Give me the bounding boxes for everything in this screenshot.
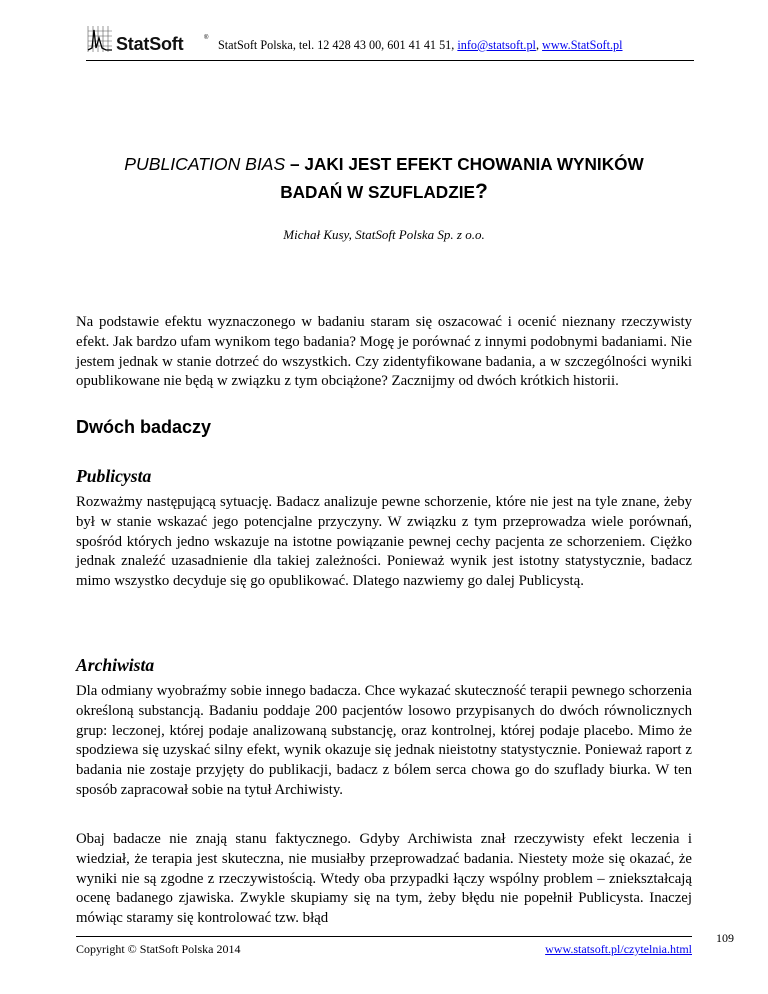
title-question-mark: ?	[474, 180, 488, 203]
email-link[interactable]: info@statsoft.pl	[457, 38, 536, 52]
footer-divider	[76, 936, 692, 937]
footer-link[interactable]: www.statsoft.pl/czytelnia.html	[545, 942, 692, 956]
intro-paragraph	[76, 313, 692, 392]
subsection-heading-publicysta: Publicysta	[76, 466, 152, 486]
contact-text: StatSoft Polska, tel. 12 428 43 00, 601 41 41 51,	[218, 38, 458, 52]
publicysta-text: Rozważmy następującą sytuację. Badacz analizuje pewne schorzenie, które nie jest na tyle znane, żeby był w stanie wskazać jego potencjalne przyczyny. W związku z tym przeprowadza wiele porównań, spośród których jedno wskazuje na istotne powiązanie pewnej cechy pacjenta ze schorzeniem. Ciężko jednak znaleźć uzasadnienie dla takiej zależności. Ponieważ wynik jest istotny statystycznie, badacz mimo wszystko decyduje się go opublikować. Dlatego nazwiemy go dalej Publicystą.	[76, 494, 692, 590]
header-divider	[86, 60, 694, 61]
archiwista-paragraph	[76, 682, 692, 801]
website-link[interactable]: www.StatSoft.pl	[542, 38, 623, 52]
archiwista-text: Dla odmiany wyobraźmy sobie innego badacza. Chce wykazać skuteczność terapii pewnego schorzenia określoną substancją. Badaniu poddaje 200 pacjentów losowo przypisanych do dwóch równolicznych grup: leczonej, której podaje analizowaną substancję, oraz kontrolnej, której podaje placebo. Mimo że spodziewa się uzyskać silny efekt, wynik okazuje się jednak nieistotny statystycznie. Ponieważ raport z badania nie zostaje przyjęty do publikacji, badacz z bólem serca chowa go do szuflady biurka. W ten sposób zapracował sobie na tytuł Archiwisty.	[76, 683, 692, 798]
intro-text: Na podstawie efektu wyznaczonego w badaniu staram się oszacować i ocenić nieznany rzeczywisty efekt. Jak bardzo ufam wynikom tego badania? Mogę je porównać z innymi podobnymi badaniami. Nie jestem jednak w stanie dotrzeć do wszystkich. Czy zidentyfikowane badania, a w szczególności wyniki opublikowane nie będą w związku z tym obciążone? Zacznijmy od dwóch krótkich historii.	[76, 314, 692, 390]
page-header	[86, 22, 686, 62]
subsection-heading-archiwista: Archiwista	[76, 655, 155, 675]
section-heading: Dwóch badaczy	[76, 417, 212, 437]
statsoft-logo	[86, 22, 216, 56]
conclusion-paragraph	[76, 830, 692, 929]
link-separator: ,	[535, 38, 543, 52]
logo-graph-icon	[86, 24, 114, 54]
title-line2: BADAŃ W SZUFLADZIE	[280, 182, 475, 202]
header-contact	[218, 38, 623, 53]
conclusion-text: Obaj badacze nie znają stanu faktycznego. Gdyby Archiwista znał rzeczywisty efekt leczenia i wiedział, że terapia jest skuteczna, nie musiałby przeprowadzać badania. Niestety może się okazać, że wyniki nie są zgodne z rzeczywistością. Wtedy oba przypadki łączy wspólny problem – zniekształcają ocenę badanego zjawiska. Zwykle skupiamy się na tym, żeby błędu nie popełnił Publicysta. Inaczej mówiąc staramy się kontrolować tzw. błąd	[76, 831, 692, 927]
publicysta-paragraph	[76, 493, 692, 592]
page-number: 109	[716, 931, 734, 945]
title-italic: PUBLICATION BIAS	[124, 154, 286, 174]
footer-copyright: Copyright © StatSoft Polska 2014	[76, 942, 241, 956]
title-line1: – JAKI JEST EFEKT CHOWANIA WYNIKÓW	[285, 154, 644, 174]
author-line: Michał Kusy, StatSoft Polska Sp. z o.o.	[283, 227, 485, 242]
logo-text: StatSoft	[116, 34, 184, 54]
registered-mark: ®	[204, 35, 209, 41]
page-title	[76, 150, 692, 206]
